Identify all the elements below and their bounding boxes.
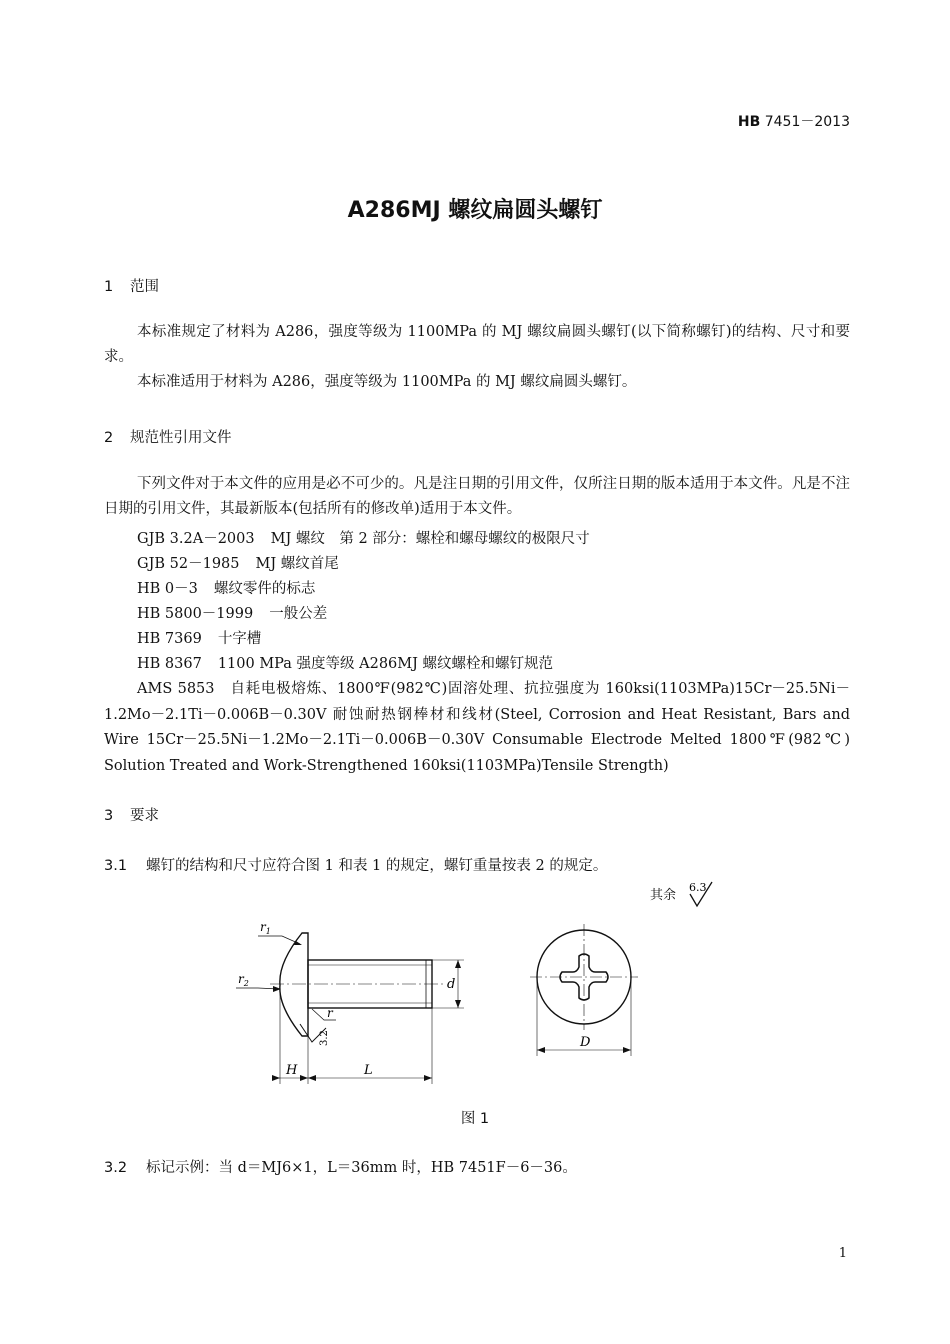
reference-code: GJB 3.2A－2003 [137,531,255,547]
reference-item [137,627,261,648]
reference-item [137,602,327,623]
section-1-heading [104,275,159,296]
section-title: 范围 [130,279,159,295]
section-number: 1 [104,279,114,295]
roughness-label: 其余 [650,888,677,903]
reference-title: 十字槽 [217,631,262,647]
reference-code: HB 5800－1999 [137,606,254,622]
clause-number: 3.2 [104,1160,128,1176]
roughness-note [650,884,676,903]
clause-text: 螺钉的结构和尺寸应符合图 1 和表 1 的规定，螺钉重量按表 2 的规定。 [146,858,608,874]
reference-item [137,527,590,548]
label-r1: $r_1$ [260,920,271,936]
label-H: H [286,1063,298,1078]
figure-top-view [528,928,640,1062]
reference-item [137,552,339,573]
roughness-value: 6.3 [689,881,707,894]
reference-title: 螺纹零件的标志 [213,581,316,597]
normative-intro: 下列文件对于本文件的应用是必不可少的。凡是注日期的引用文件，仅所注日期的版本适用于本文件。凡是不注日期的引用文件，其最新版本(包括所有的修改单)适用于本文件。 [104,476,850,517]
reference-item [137,577,315,598]
roughness-symbol-icon [688,880,718,912]
section-3-heading [104,804,159,825]
screw-head [280,933,308,1036]
section-2-heading [104,426,232,447]
label-d: d [447,977,456,992]
label-r2: $r_2$ [238,972,249,988]
page-number: 1 [838,1246,847,1261]
reference-title: MJ 螺纹首尾 [255,556,339,572]
reference-title: 一般公差 [269,606,328,622]
reference-code: GJB 52－1985 [137,556,240,572]
figure-caption: 图 1 [460,1111,490,1127]
standard-code [738,111,850,131]
reference-code: HB 8367 [137,656,202,672]
section-title: 规范性引用文件 [130,430,232,446]
document-title: A286MJ 螺纹扁圆头螺钉 [347,198,603,223]
standard-prefix: HB [737,114,761,130]
clause-3-2 [104,1156,577,1177]
label-D: D [580,1035,591,1050]
reference-code: HB 0－3 [137,581,198,597]
section-number: 2 [104,430,114,446]
section-title: 要求 [130,808,159,824]
label-r: r [327,1006,333,1020]
clause-number: 3.1 [104,858,128,874]
reference-title: MJ 螺纹 第 2 部分：螺栓和螺母螺纹的极限尺寸 [270,531,590,547]
scope-paragraph-1: 本标准规定了材料为 A286，强度等级为 1100MPa 的 MJ 螺纹扁圆头螺钉(以下简称螺钉)的结构、尺寸和要求。 [104,324,850,365]
head-roughness-value: 3.2 [319,1030,330,1046]
clause-3-1 [104,854,607,875]
section-number: 3 [104,808,114,824]
standard-number: 7451－2013 [764,114,850,130]
figure-side-view [228,918,468,1090]
scope-paragraph-2: 本标准适用于材料为 A286，强度等级为 1100MPa 的 MJ 螺纹扁圆头螺钉。 [137,374,637,390]
reference-ams: AMS 5853 自耗电极熔炼、1800℉(982℃)固溶处理、抗拉强度为 160ksi(1103MPa)15Cr－25.5Ni－1.2Mo－2.1Ti－0.006B－0.30V 耐蚀耐热钢棒材和线材(Steel, Corrosion and Heat Resistant, Bars and Wire 15Cr－25.5Ni－1.2Mo－2.1Ti－0.006B－0.30V Consumable Electrode Melted 1800℉(982℃) Solution Treated and Work-Strengthened 160ksi(1103MPa)Tensile Strength) [104,681,850,774]
clause-text: 标记示例：当 d＝MJ6×1，L＝36mm 时，HB 7451F－6－36。 [146,1160,577,1176]
reference-code: HB 7369 [137,631,202,647]
reference-item [137,652,553,673]
label-L: L [364,1063,373,1078]
reference-title: 1100 MPa 强度等级 A286MJ 螺纹螺栓和螺钉规范 [217,656,554,672]
